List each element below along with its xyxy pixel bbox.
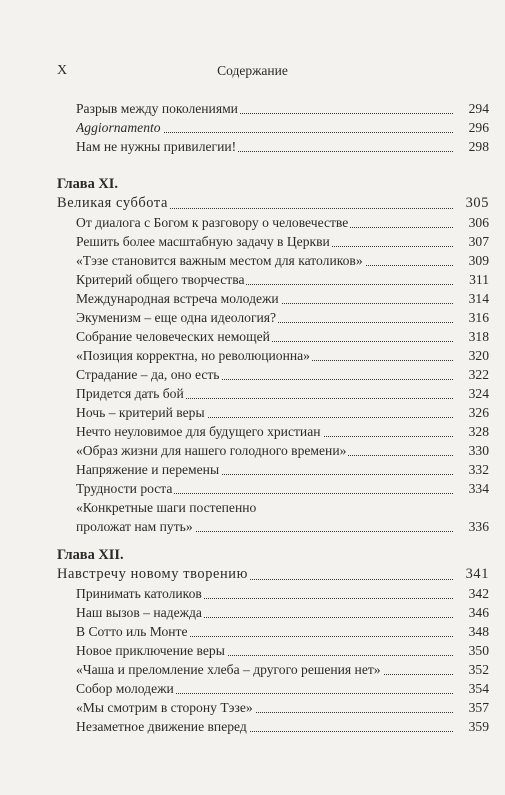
- running-head: Содержание: [217, 63, 288, 78]
- toc-entry-title: «Тэзе становится важным местом для католиков»: [76, 253, 363, 268]
- toc-entry-page: 334: [468, 481, 489, 496]
- toc-entry-title: Собор молодежи: [76, 681, 174, 696]
- chapter-label: Глава XI.: [57, 176, 118, 192]
- toc-entry: [76, 384, 489, 403]
- toc-entry-title: Экуменизм – еще одна идеология?: [76, 310, 277, 325]
- toc-entry-title: «Мы смотрим в сторону Тэзе»: [76, 700, 253, 715]
- toc-entry-page: 324: [468, 386, 489, 401]
- toc-entry-title: Нам не нужны привилегии!: [76, 139, 237, 154]
- toc-entry-page: 352: [468, 662, 489, 677]
- toc-entry: [76, 99, 489, 118]
- toc-entry: [76, 422, 489, 441]
- toc-entry: [76, 679, 489, 698]
- toc-entry-page: 336: [468, 519, 489, 534]
- toc-entry-page: 320: [468, 348, 489, 363]
- toc-entry-title: Наш вызов – надежда: [76, 605, 202, 620]
- toc-entry-page: 314: [468, 291, 489, 306]
- page-folio: X: [57, 63, 68, 78]
- toc-entry-title: Нечто неуловимое для будущего христиан: [76, 424, 321, 439]
- toc-entry-page: 357: [468, 700, 489, 715]
- toc-entry: [76, 498, 489, 536]
- toc-entry-title: Напряжение и перемены: [76, 462, 220, 477]
- toc-entry: [76, 232, 489, 251]
- toc-entry: [76, 603, 489, 622]
- toc-part: [57, 194, 489, 213]
- toc-entry-title: От диалога с Богом к разговору о человечестве: [76, 215, 349, 230]
- toc-entry-title: Aggiornamento: [76, 120, 161, 135]
- toc-entry: [76, 479, 489, 498]
- part-title: Навстречу новому творению: [57, 566, 248, 582]
- toc-entry-page: 350: [468, 643, 489, 658]
- toc-entry: [76, 289, 489, 308]
- toc-entry: [76, 346, 489, 365]
- toc-entry-title: «Чаша и преломление хлеба – другого решения нет»: [76, 662, 381, 677]
- toc-entry: [76, 118, 489, 137]
- toc-entry-title: Трудности роста: [76, 481, 173, 496]
- toc-entry-page: 359: [468, 719, 489, 734]
- toc-entry: [76, 717, 489, 736]
- toc-entry: [76, 213, 489, 232]
- toc-entry-title: «Позиция корректна, но революционна»: [76, 348, 310, 363]
- part-page: 341: [465, 566, 489, 582]
- toc-entry: [76, 622, 489, 641]
- toc-entry: [76, 270, 489, 289]
- toc-entry-page: 322: [468, 367, 489, 382]
- toc-entry: [76, 660, 489, 679]
- toc-entry-page: 346: [468, 605, 489, 620]
- toc-entry-page: 354: [468, 681, 489, 696]
- toc-entry: [76, 365, 489, 384]
- toc-entry-page: 298: [468, 139, 489, 154]
- toc-entry-title: Критерий общего творчества: [76, 272, 245, 287]
- toc-entry-title: Разрыв между поколениями: [76, 101, 238, 116]
- toc-entry-page: 307: [468, 234, 489, 249]
- toc-entry-page: 311: [469, 272, 489, 287]
- toc-entry-page: 294: [468, 101, 489, 116]
- toc-entry-page: 342: [468, 586, 489, 601]
- toc-entry: [76, 698, 489, 717]
- toc-continuation: [57, 99, 489, 156]
- toc-entry-title-line2: проложат нам путь»: [76, 519, 193, 534]
- toc-entry-page: 316: [468, 310, 489, 325]
- toc-entry-title: Принимать католиков: [76, 586, 202, 601]
- toc-entry: [76, 441, 489, 460]
- toc-entry: [76, 641, 489, 660]
- toc-entry-page: 332: [468, 462, 489, 477]
- toc-entry: [76, 251, 489, 270]
- toc-entry-page: 348: [468, 624, 489, 639]
- toc-entry: [76, 137, 489, 156]
- toc-entry-title: Ночь – критерий веры: [76, 405, 205, 420]
- toc-entry-title: «Образ жизни для нашего голодного времени»: [76, 443, 347, 458]
- toc-entry-title: В Сотто иль Монте: [76, 624, 188, 639]
- part-page: 305: [465, 195, 489, 211]
- part-title: Великая суббота: [57, 195, 168, 211]
- toc-entry-title: Новое приключение веры: [76, 643, 225, 658]
- toc-entry-title: Международная встреча молодежи: [76, 291, 279, 306]
- toc-chapter-12: [57, 546, 489, 736]
- toc-entry-page: 306: [468, 215, 489, 230]
- toc-entry-page: 326: [468, 405, 489, 420]
- toc-entry: [76, 403, 489, 422]
- toc-entry-title: Незаметное движение вперед: [76, 719, 247, 734]
- toc-entry: [76, 460, 489, 479]
- toc-entry: [76, 327, 489, 346]
- toc-entry-page: 296: [468, 120, 489, 135]
- toc-entry-page: 328: [468, 424, 489, 439]
- toc-entry-page: 330: [468, 443, 489, 458]
- toc-entry-page: 318: [468, 329, 489, 344]
- toc-entry-title-line1: «Конкретные шаги постепенно: [76, 500, 257, 515]
- toc-entry-title: Придется дать бой: [76, 386, 184, 401]
- toc-entry-page: 309: [468, 253, 489, 268]
- toc-chapter-11: [57, 175, 489, 536]
- toc-entry-title: Страдание – да, оно есть: [76, 367, 220, 382]
- toc-entry-title: Собрание человеческих немощей: [76, 329, 270, 344]
- toc-part: [57, 565, 489, 584]
- toc-entry: [76, 308, 489, 327]
- toc-entry: [76, 584, 489, 603]
- toc-entry-title: Решить более масштабную задачу в Церкви: [76, 234, 330, 249]
- chapter-label: Глава XII.: [57, 547, 124, 563]
